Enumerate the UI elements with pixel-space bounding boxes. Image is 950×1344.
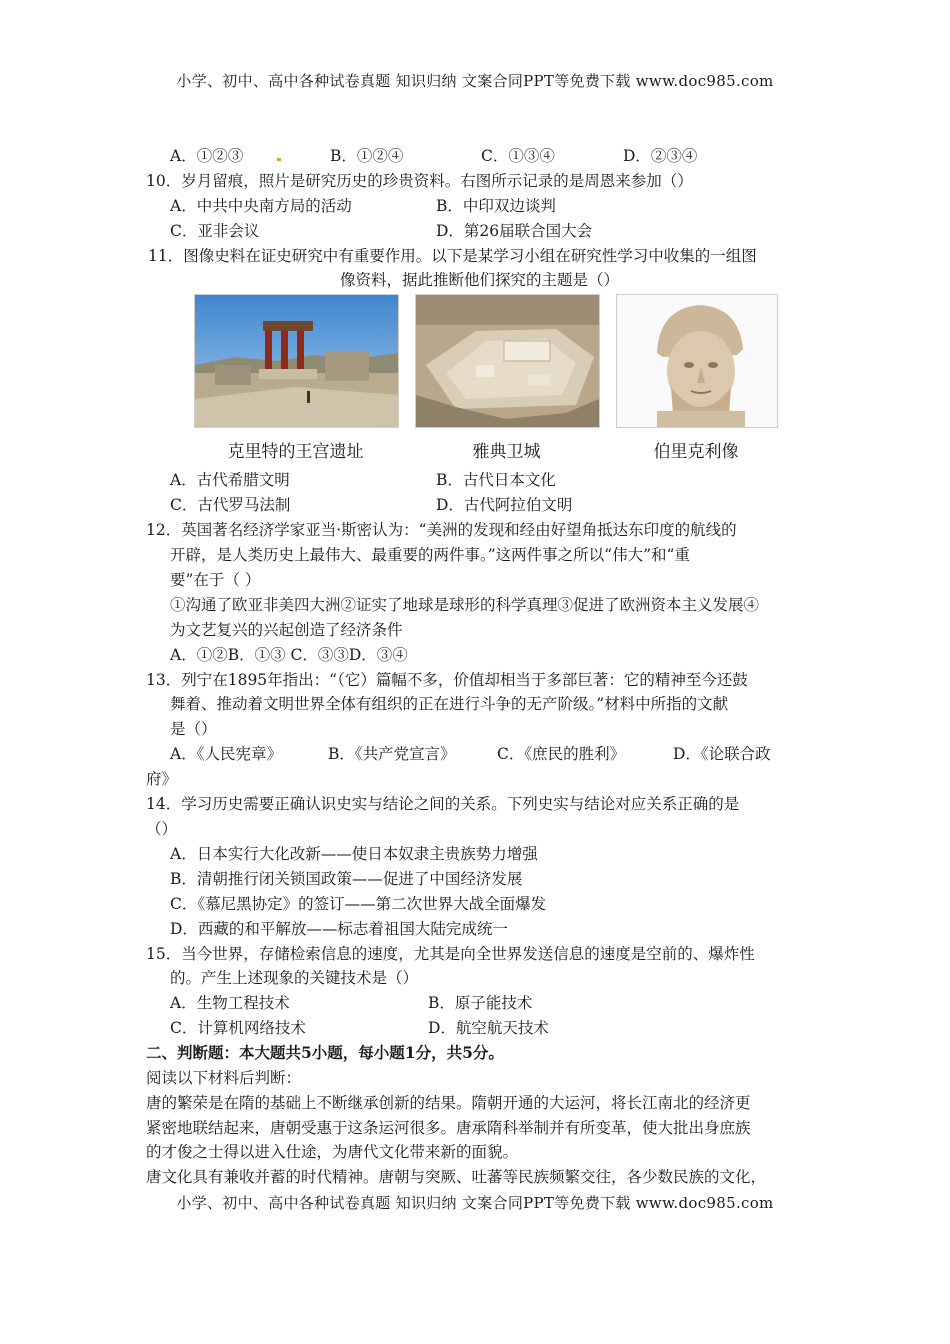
q15-option-c: C．计算机网络技术: [170, 1019, 306, 1037]
q13-line2: 舞着、推动着文明世界全体有组织的正在进行斗争的无产阶级。”材料中所指的文献: [170, 695, 729, 713]
pericles-bust-illustration: [617, 295, 777, 427]
q12-line1: 12．英国著名经济学家亚当·斯密认为：“美洲的发现和经由好望角抵达东印度的航线的: [146, 521, 737, 539]
caption-knossos: 克里特的王宫遗址: [227, 442, 364, 462]
q12-line2: 开辟，是人类历史上最伟大、最重要的两件事。”这两件事之所以“伟大”和“重: [170, 546, 690, 564]
q15-line2: 的。产生上述现象的关键技术是（）: [170, 969, 419, 987]
q10-option-a: A．中共中央南方局的活动: [170, 197, 352, 215]
q12-line3: 要”在于（ ）: [170, 571, 261, 589]
q13-option-d-wrap: 府》: [146, 770, 178, 788]
section2-intro: 阅读以下材料后判断：: [146, 1069, 302, 1087]
q14-option-c: C．《慕尼黑协定》的签订——第二次世界大战全面爆发: [170, 895, 547, 913]
q11-option-c: C．古代罗马法制: [170, 496, 291, 514]
q9-option-a: A．①②③: [170, 147, 244, 165]
caption-pericles: 伯里克利像: [653, 442, 739, 462]
q13-option-d: D．《论联合政: [673, 745, 771, 763]
page-footer: 小学、初中、高中各种试卷真题 知识归纳 文案合同PPT等免费下载 www.doc985.com: [176, 1194, 774, 1212]
q13-option-a: A．《人民宪章》: [170, 745, 282, 763]
q15-option-b: B．原子能技术: [428, 994, 533, 1012]
knossos-palace-illustration: [195, 295, 398, 427]
q13-option-b: B．《共产党宣言》: [328, 745, 456, 763]
q11-option-a: A．古代希腊文明: [170, 471, 290, 489]
q11-stem-line1: 11．图像史料在证史研究中有重要作用。以下是某学习小组在研究性学习中收集的一组图: [148, 247, 757, 265]
q14-option-b: B．清朝推行闭关锁国政策——促进了中国经济发展: [170, 870, 523, 888]
page-header: 小学、初中、高中各种试卷真题 知识归纳 文案合同PPT等免费下载 www.doc985.com: [176, 72, 774, 90]
q13-line1: 13．列宁在1895年指出：“（它）篇幅不多，价值却相当于多部巨著：它的精神至今还鼓: [146, 671, 748, 689]
material-p2-line1: 唐文化具有兼收并蓄的时代精神。唐朝与突厥、吐蕃等民族频繁交往，各少数民族的文化，: [146, 1168, 767, 1186]
q14-line2: （）: [146, 820, 178, 838]
material-p1-line3: 的才俊之士得以进入仕途，为唐代文化带来新的面貌。: [146, 1143, 519, 1161]
decorative-mark: [277, 158, 281, 161]
q13-option-c: C．《庶民的胜利》: [497, 745, 626, 763]
q12-line4: ①沟通了欧亚非美四大洲②证实了地球是球形的科学真理③促进了欧洲资本主义发展④: [170, 596, 760, 614]
section2-title: 二、判断题：本大题共5小题，每小题1分，共5分。: [146, 1043, 504, 1062]
q10-option-d: D．第26届联合国大会: [436, 222, 593, 240]
q15-option-a: A．生物工程技术: [170, 994, 290, 1012]
q10-stem: 10．岁月留痕，照片是研究历史的珍贵资料。右图所示记录的是周恩来参加（）: [146, 172, 693, 190]
material-p1-line1: 唐的繁荣是在隋的基础上不断继承创新的结果。隋朝开通的大运河，将长江南北的经济更: [146, 1094, 751, 1112]
q11-option-b: B．古代日本文化: [436, 471, 556, 489]
q10-option-b: B．中印双边谈判: [436, 197, 556, 215]
q10-option-c: C．亚非会议: [170, 222, 260, 240]
q14-option-a: A．日本实行大化改新——使日本奴隶主贵族势力增强: [170, 845, 538, 863]
q13-line3: 是（）: [170, 720, 217, 738]
acropolis-illustration: [416, 295, 599, 427]
caption-acropolis: 雅典卫城: [472, 442, 541, 462]
q9-option-d: D．②③④: [623, 147, 698, 165]
q14-line1: 14．学习历史需要正确认识史实与结论之间的关系。下列史实与结论对应关系正确的是: [146, 795, 740, 813]
q15-option-d: D．航空航天技术: [428, 1019, 549, 1037]
q12-options: A．①②B．①③ C．③③D．③④: [170, 646, 408, 664]
knossos-palace-photo: [194, 294, 399, 428]
q9-option-c: C．①③④: [481, 147, 555, 165]
q12-line5: 为文艺复兴的兴起创造了经济条件: [170, 621, 403, 639]
q15-line1: 15．当今世界，存储检索信息的速度，尤其是向全世界发送信息的速度是空前的、爆炸性: [146, 945, 755, 963]
q11-option-d: D．古代阿拉伯文明: [436, 496, 573, 514]
q9-option-b: B．①②④: [330, 147, 404, 165]
pericles-bust-photo: [616, 294, 778, 428]
material-p1-line2: 紧密地联结起来，唐朝受惠于这条运河很多。唐承隋科举制并有所变革，使大批出身庶族: [146, 1119, 751, 1137]
acropolis-photo: [415, 294, 600, 428]
q11-stem-line2: 像资料，据此推断他们探究的主题是（）: [340, 271, 620, 289]
q14-option-d: D．西藏的和平解放——标志着祖国大陆完成统一: [170, 920, 508, 938]
